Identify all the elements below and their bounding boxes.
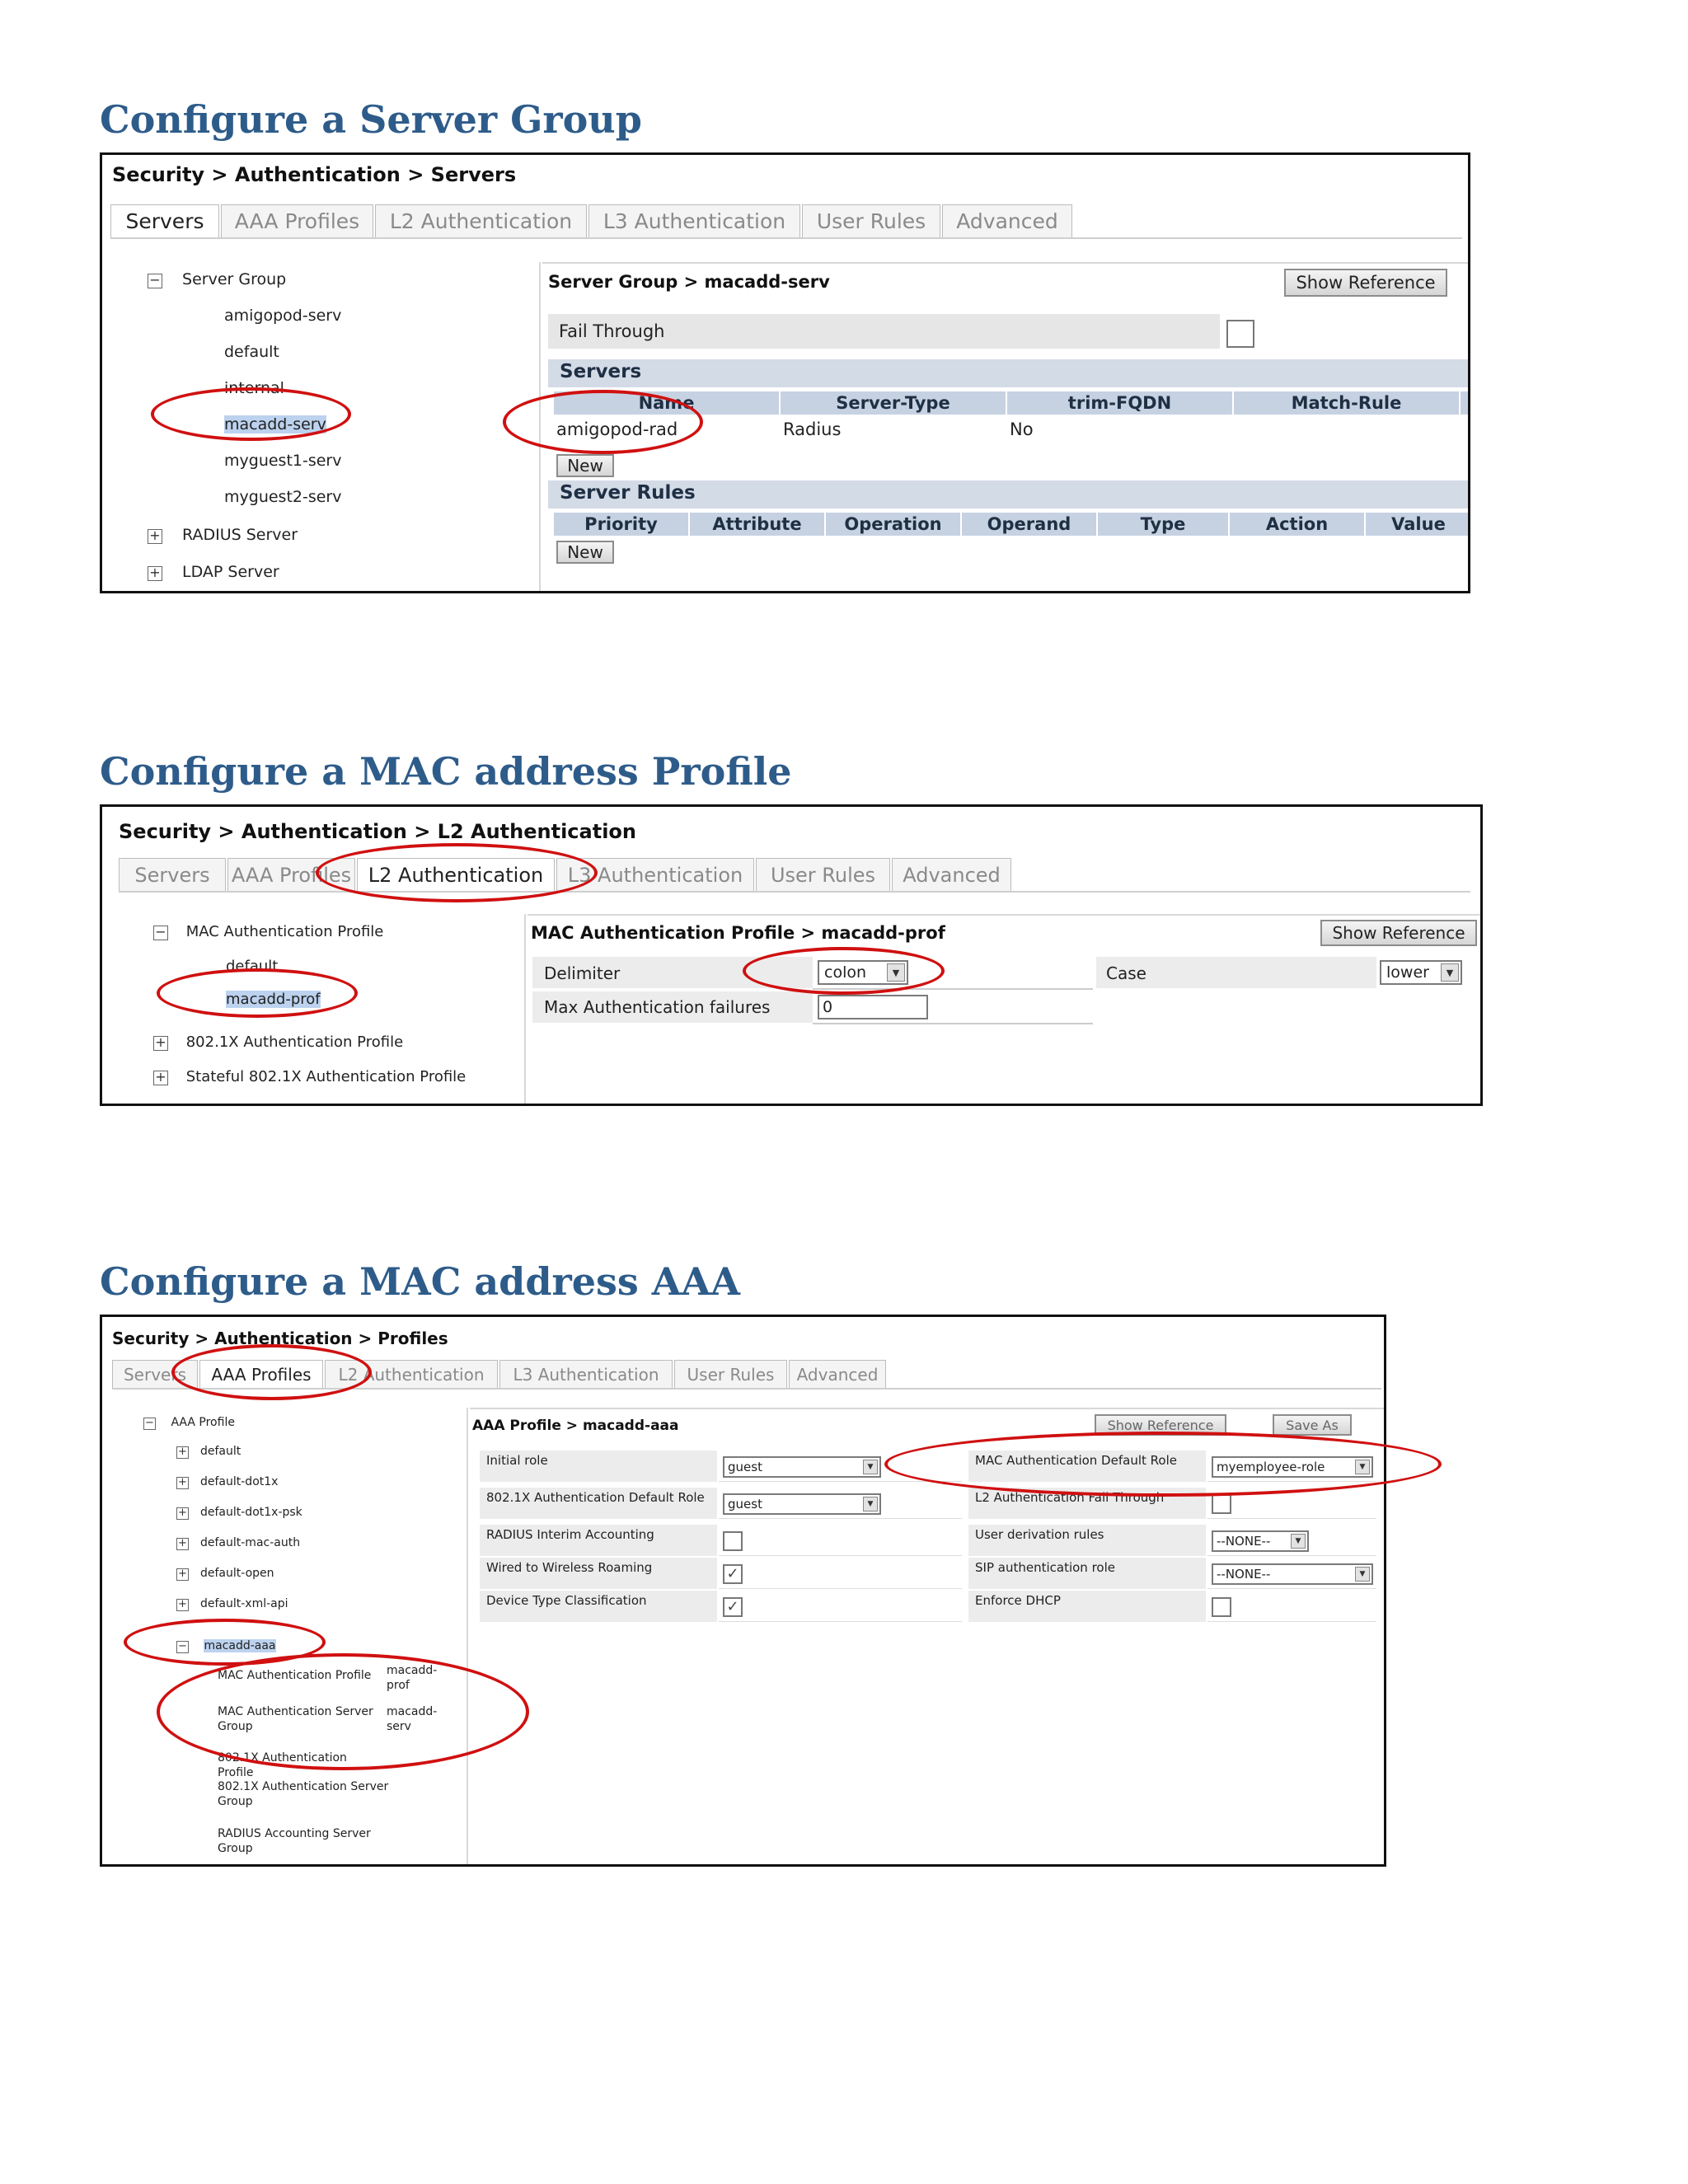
tree-label: Stateful 802.1X Authentication Profile	[185, 1068, 467, 1085]
new-rule-button[interactable]: New	[556, 541, 614, 564]
max-auth-failures-label: Max Authentication failures	[544, 997, 771, 1017]
select-field[interactable]	[1212, 1563, 1373, 1585]
server-row-type: Radius	[783, 419, 842, 439]
col-server-type: Server-Type	[781, 391, 1007, 415]
select-value: --NONE--	[1217, 1534, 1271, 1549]
select-value: colon	[824, 963, 867, 982]
sub-item-mac-auth-profile[interactable]: MAC Authentication Profile	[218, 1669, 372, 1682]
value-cell	[719, 1525, 962, 1556]
tree-node-server-group[interactable]	[148, 270, 286, 288]
chevron-down-icon: ▼	[1355, 1567, 1370, 1582]
save-as-button[interactable]: Save As	[1273, 1414, 1352, 1436]
tab-advanced[interactable]: Advanced	[892, 858, 1011, 891]
tab-aaa-profiles[interactable]: AAA Profiles	[227, 858, 355, 891]
tab-bar	[119, 858, 1470, 893]
sub-item-mac-auth-server-group-value: macadd-serv	[387, 1705, 438, 1733]
max-auth-failures-input[interactable]: 0	[818, 995, 928, 1019]
row-line	[813, 988, 1093, 990]
tab-user-rules[interactable]: User Rules	[674, 1360, 787, 1388]
chevron-down-icon: ▼	[1441, 963, 1459, 982]
breadcrumb: Security > Authentication > Servers	[112, 163, 517, 186]
field-label: Enforce DHCP	[975, 1593, 1061, 1608]
tree-label: default	[200, 1445, 241, 1458]
breadcrumb: Security > Authentication > Profiles	[112, 1329, 448, 1348]
new-server-button[interactable]: New	[556, 454, 614, 477]
rules-column-header	[554, 513, 1470, 536]
screenshot-mac-aaa	[100, 1315, 1386, 1867]
divider	[542, 262, 1470, 264]
value-cell	[1207, 1591, 1376, 1622]
sub-item-mac-auth-profile-value: macadd-prof	[387, 1664, 438, 1692]
tree-item-macadd-serv[interactable]: macadd-serv	[224, 415, 326, 434]
show-reference-button[interactable]: Show Reference	[1284, 269, 1447, 297]
expand-icon[interactable]: +	[176, 1599, 189, 1611]
tree-node-radius-server[interactable]	[148, 526, 298, 544]
tree-item-default[interactable]: default	[226, 958, 279, 975]
tab-l2-authentication[interactable]: L2 Authentication	[357, 858, 555, 891]
expand-icon[interactable]: +	[176, 1568, 189, 1581]
col-type: Type	[1098, 513, 1230, 536]
checkbox[interactable]: ✓	[723, 1564, 743, 1584]
show-reference-button[interactable]: Show Reference	[1095, 1414, 1226, 1436]
select-value: guest	[728, 1497, 762, 1511]
tree-node-macadd-aaa[interactable]	[176, 1639, 276, 1653]
field-label: Wired to Wireless Roaming	[486, 1560, 653, 1575]
tab-l3-authentication[interactable]: L3 Authentication	[556, 858, 754, 891]
collapse-icon[interactable]: −	[153, 926, 168, 940]
server-row-trim-fqdn: No	[1010, 419, 1034, 439]
tab-servers[interactable]: Servers	[119, 858, 226, 891]
collapse-icon[interactable]: −	[143, 1418, 156, 1430]
expand-icon[interactable]: +	[153, 1071, 168, 1085]
screenshot-mac-profile	[100, 804, 1483, 1106]
field-label: MAC Authentication Default Role	[975, 1453, 1177, 1468]
field-label: RADIUS Interim Accounting	[486, 1527, 654, 1542]
tree-label: default-dot1x	[200, 1475, 279, 1488]
select-value: myemployee-role	[1217, 1460, 1325, 1474]
delimiter-label: Delimiter	[544, 963, 621, 983]
fail-through-label: Fail Through	[559, 321, 665, 341]
tree-label: RADIUS Server	[182, 526, 298, 544]
expand-icon[interactable]: +	[176, 1446, 189, 1459]
checkbox[interactable]: ✓	[723, 1597, 743, 1617]
col-attribute: Attribute	[690, 513, 826, 536]
row-line	[813, 1023, 1093, 1024]
tab-bar	[110, 204, 1462, 239]
fail-through-checkbox[interactable]	[1226, 320, 1254, 348]
select-value: guest	[728, 1460, 762, 1474]
tree-node-aaa-item[interactable]	[176, 1445, 241, 1459]
tree-label: default-open	[200, 1567, 274, 1580]
select-value: lower	[1386, 963, 1429, 982]
tree-node-aaa-item[interactable]	[176, 1506, 302, 1520]
expand-icon[interactable]: +	[148, 566, 162, 581]
tree-item-default[interactable]: default	[224, 343, 279, 361]
value-cell	[719, 1591, 962, 1622]
value-cell	[1207, 1488, 1376, 1519]
tab-bar	[112, 1360, 1381, 1390]
expand-icon[interactable]: +	[176, 1477, 189, 1489]
select-field[interactable]	[723, 1456, 881, 1478]
sub-item-8021x-profile[interactable]: 802.1X Authentication Profile	[218, 1751, 347, 1779]
sub-item-radius-accounting-group[interactable]: RADIUS Accounting Server Group	[218, 1827, 371, 1855]
section-heading-server-group: Configure a Server Group	[100, 97, 642, 142]
case-select[interactable]	[1380, 960, 1462, 985]
select-field[interactable]	[1212, 1456, 1373, 1478]
tree-item-myguest2-serv[interactable]: myguest2-serv	[224, 488, 342, 506]
checkbox[interactable]	[1212, 1597, 1231, 1617]
col-trim-fqdn: trim-FQDN	[1007, 391, 1234, 415]
tree-label: default-dot1x-psk	[200, 1506, 302, 1519]
tree-node-aaa-item[interactable]	[176, 1536, 300, 1550]
expand-icon[interactable]: +	[176, 1538, 189, 1550]
tree-label: AAA Profile	[171, 1416, 235, 1429]
tree-label: 802.1X Authentication Profile	[185, 1033, 404, 1051]
tree-node-stateful-8021x-profile[interactable]	[153, 1068, 466, 1085]
panel-title: MAC Authentication Profile > macadd-prof	[531, 923, 945, 943]
tree-label: LDAP Server	[182, 563, 279, 581]
server-rules-section-header: Server Rules	[548, 480, 1470, 509]
expand-icon[interactable]: +	[176, 1507, 189, 1520]
collapse-icon[interactable]: −	[176, 1641, 189, 1653]
tree-label: MAC Authentication Profile	[185, 923, 384, 940]
screenshot-server-group	[100, 152, 1470, 593]
chevron-down-icon: ▼	[1355, 1460, 1370, 1474]
tree-node-mac-auth-profile[interactable]	[153, 923, 383, 940]
tree-item-macadd-prof[interactable]: macadd-prof	[226, 991, 321, 1008]
col-name: Name	[554, 391, 781, 415]
col-operation: Operation	[826, 513, 962, 536]
tab-advanced[interactable]: Advanced	[789, 1360, 886, 1388]
select-field[interactable]	[1212, 1530, 1309, 1552]
tree-node-aaa-profile[interactable]	[143, 1416, 235, 1430]
tree-node-aaa-item[interactable]	[176, 1597, 288, 1611]
expand-icon[interactable]: +	[148, 529, 162, 544]
tree-node-aaa-item[interactable]	[176, 1475, 278, 1489]
col-operand: Operand	[962, 513, 1098, 536]
chevron-down-icon: ▼	[863, 1460, 878, 1474]
servers-column-header	[554, 391, 1470, 415]
tab-servers[interactable]: Servers	[112, 1360, 198, 1388]
col-match-rule: Match-Rule	[1234, 391, 1461, 415]
chevron-down-icon: ▼	[1291, 1534, 1306, 1549]
chevron-down-icon: ▼	[863, 1497, 878, 1511]
servers-section-header: Servers	[548, 359, 1470, 387]
field-label: 802.1X Authentication Default Role	[486, 1490, 705, 1505]
field-label: User derivation rules	[975, 1527, 1104, 1542]
field-label: L2 Authentication Fail Through	[975, 1490, 1165, 1505]
col-priority: Priority	[554, 513, 690, 536]
server-row-name[interactable]: amigopod-rad	[556, 419, 678, 439]
tab-servers[interactable]: Servers	[110, 204, 219, 237]
checkbox[interactable]	[723, 1531, 743, 1551]
divider	[470, 1408, 1386, 1409]
panel-title: Server Group > macadd-serv	[548, 272, 830, 292]
tab-l3-authentication[interactable]: L3 Authentication	[588, 204, 800, 237]
tab-user-rules[interactable]: User Rules	[802, 204, 940, 237]
tree-item-amigopod-serv[interactable]: amigopod-serv	[224, 307, 342, 325]
panel-title: AAA Profile > macadd-aaa	[472, 1418, 679, 1434]
section-heading-mac-profile: Configure a MAC address Profile	[100, 749, 792, 794]
tree-label: default-xml-api	[200, 1597, 288, 1610]
delimiter-select[interactable]	[818, 960, 908, 985]
tree-node-aaa-item[interactable]	[176, 1567, 274, 1581]
sub-item-8021x-server-group[interactable]: 802.1X Authentication Server Group	[218, 1780, 389, 1808]
breadcrumb: Security > Authentication > L2 Authentication	[119, 820, 636, 843]
tree-item-internal[interactable]: internal	[224, 379, 284, 397]
tree-label: macadd-aaa	[204, 1639, 276, 1652]
select-field[interactable]	[723, 1493, 881, 1515]
tree-item-myguest1-serv[interactable]: myguest1-serv	[224, 452, 342, 470]
expand-icon[interactable]: +	[153, 1036, 168, 1051]
tab-user-rules[interactable]: User Rules	[756, 858, 890, 891]
tree-node-8021x-profile[interactable]	[153, 1033, 403, 1051]
col-value: Value	[1366, 513, 1470, 536]
select-value: --NONE--	[1217, 1567, 1271, 1582]
tab-aaa-profiles[interactable]: AAA Profiles	[221, 204, 373, 237]
tab-l3-authentication[interactable]: L3 Authentication	[499, 1360, 673, 1388]
collapse-icon[interactable]: −	[148, 274, 162, 288]
case-label: Case	[1106, 963, 1146, 983]
tree-label: Server Group	[182, 270, 287, 288]
divider	[528, 914, 1483, 916]
tab-l2-authentication[interactable]: L2 Authentication	[325, 1360, 498, 1388]
tree-label: default-mac-auth	[200, 1536, 301, 1549]
field-label: Initial role	[486, 1453, 548, 1468]
show-reference-button[interactable]: Show Reference	[1320, 920, 1477, 946]
tab-advanced[interactable]: Advanced	[942, 204, 1072, 237]
tree-node-ldap-server[interactable]	[148, 563, 279, 581]
sub-item-mac-auth-server-group[interactable]: MAC Authentication Server Group	[218, 1705, 373, 1733]
field-label: Device Type Classification	[486, 1593, 647, 1608]
col-action: Action	[1230, 513, 1366, 536]
checkbox[interactable]	[1212, 1494, 1231, 1514]
chevron-down-icon: ▼	[887, 963, 905, 982]
section-heading-mac-aaa: Configure a MAC address AAA	[100, 1259, 740, 1304]
tab-l2-authentication[interactable]: L2 Authentication	[375, 204, 587, 237]
tab-aaa-profiles[interactable]: AAA Profiles	[199, 1360, 323, 1388]
value-cell	[719, 1558, 962, 1589]
field-label: SIP authentication role	[975, 1560, 1115, 1575]
